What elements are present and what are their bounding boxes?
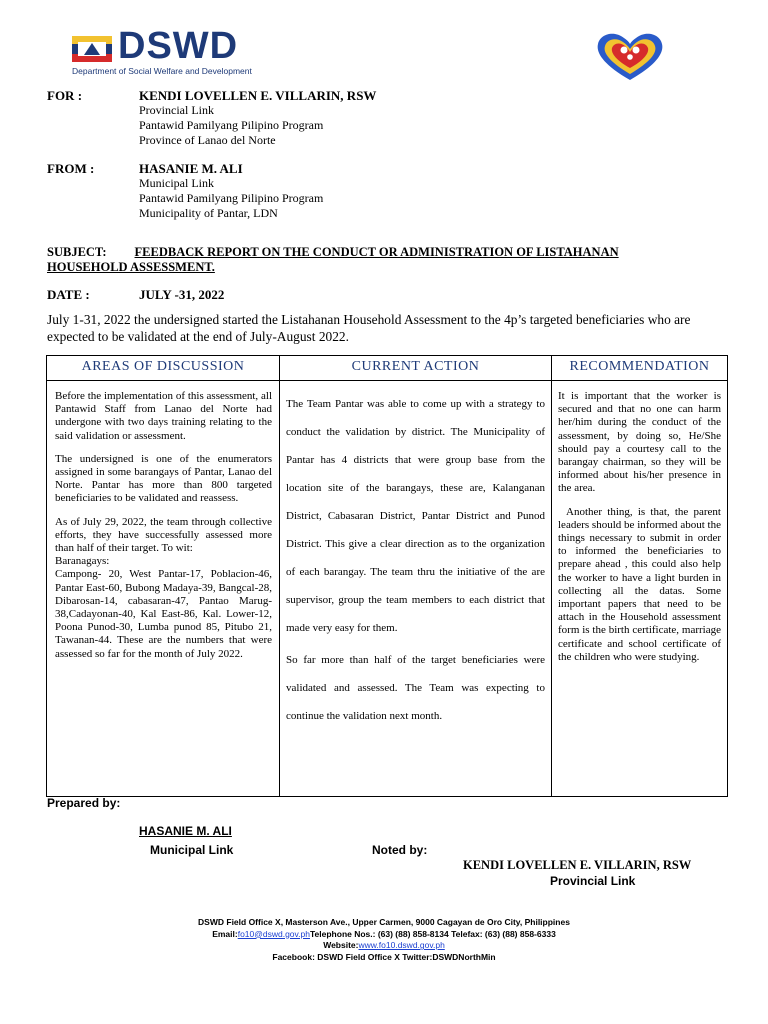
date-value: JULY -31, 2022 xyxy=(139,287,225,302)
subject xyxy=(47,245,687,275)
recommendation-paragraph: It is important that the worker is secured and that no one can harm her/him during the conduct of the assessment, by doing so, He/She should pay a courtesy call to the barangay chairman, so they will be informed about his/her presence in the area. xyxy=(558,390,721,495)
for-block xyxy=(139,88,376,148)
preparer-position: Municipal Link xyxy=(150,843,234,857)
subject-text: FEEDBACK REPORT ON THE CONDUCT OR ADMINISTRATION OF LISTAHANAN HOUSEHOLD ASSESSMENT. xyxy=(47,245,619,274)
intro-paragraph: July 1-31, 2022 the undersigned started the Listahanan Household Assessment to the 4p’s targeted beneficiaries who are expected to be validated at the end of July-August 2022. xyxy=(47,312,691,344)
noter-name: KENDI LOVELLEN E. VILLARIN, RSW xyxy=(463,858,692,872)
from-block xyxy=(139,161,323,221)
noter-position: Provincial Link xyxy=(550,874,636,888)
from-name: HASANIE M. ALI xyxy=(139,161,243,176)
preparer-name: HASANIE M. ALI xyxy=(139,824,232,838)
for-name: KENDI LOVELLEN E. VILLARIN, RSW xyxy=(139,88,377,103)
action-paragraph: The Team Pantar was able to come up with a strategy to conduct the validation by district. The Municipality of Pantar has 4 districts that were group base from the location site of the barangays, these are, Kalanganan District, Cabasaran District, Pantar District and Punod District. This give a clear direction as to the organization of each barangay. The team thru the initiative of the are supervisor, group the team members to each district that made very easy for them. xyxy=(286,398,545,634)
footer-address: DSWD Field Office X, Masterson Ave., Upper Carmen, 9000 Cagayan de Oro City, Philippines xyxy=(198,917,570,927)
action-column xyxy=(280,356,552,796)
family-heart-logo-icon xyxy=(594,30,666,82)
website-label: Website: xyxy=(323,940,359,951)
dswd-emblem-icon xyxy=(70,32,114,66)
recommendation-paragraph: Another thing, is that, the parent leaders should be informed about the things necessary to submit in order to informed the beneficiaries to prepare ahead , this could also help the worker to have a light burden in collecting all the datas. Some important papers that need to be attach in the Household assessment form is the birth certificate, marriage certificate and school certificate of the children who were studying. xyxy=(558,505,721,663)
from-line: Municipal Link xyxy=(139,176,214,190)
logo-text: DSWD xyxy=(118,25,239,67)
footer-social: Facebook: DSWD Field Office X Twitter:DSWDNorthMin xyxy=(272,951,496,962)
email-label: Email: xyxy=(212,928,238,939)
action-paragraph: So far more than half of the target beneficiaries were validated and assessed. The Team was expecting to continue the validation next month. xyxy=(286,654,545,722)
for-label: FOR : xyxy=(47,88,83,103)
footer xyxy=(0,917,768,963)
areas-paragraph: As of July 29, 2022, the team through collective efforts, they have successfully assessed more than half of their target. To wit: xyxy=(55,515,272,555)
noted-by-label: Noted by: xyxy=(372,843,428,857)
barangays-label: Baranagays: xyxy=(55,555,110,568)
prepared-by-label: Prepared by: xyxy=(47,796,121,810)
from-label: FROM : xyxy=(47,161,95,176)
for-line: Provincial Link xyxy=(139,103,214,117)
for-line: Province of Lanao del Norte xyxy=(139,133,276,147)
footer-phones: Telephone Nos.: (63) (88) 858-8134 Telefax: (63) (88) 858-6333 xyxy=(309,928,556,939)
table-header: AREAS OF DISCUSSION xyxy=(47,356,279,381)
discussion-table xyxy=(46,355,728,797)
subject-label: SUBJECT: xyxy=(47,245,107,259)
date-label: DATE : xyxy=(47,287,90,302)
from-line: Pantawid Pamilyang Pilipino Program xyxy=(139,191,324,205)
areas-paragraph: The undersigned is one of the enumerators assigned in some barangays of Pantar, Lanao del Norte. Pantar has more than 800 targeted beneficiaries to be validated and reassess. xyxy=(55,452,272,505)
for-line: Pantawid Pamilyang Pilipino Program xyxy=(139,118,324,132)
areas-column xyxy=(47,356,280,796)
from-line: Municipality of Pantar, LDN xyxy=(139,206,278,220)
logo-subtitle: Department of Social Welfare and Development xyxy=(72,66,252,76)
dswd-logo xyxy=(70,25,290,78)
website-link[interactable]: www.fo10.dswd.gov.ph xyxy=(358,940,445,951)
table-header: RECOMMENDATION xyxy=(552,356,727,381)
table-header: CURRENT ACTION xyxy=(280,356,551,381)
barangays-list: Campong- 20, West Pantar-17, Poblacion-46, Pantar East-60, Bubong Madaya-39, Bangcal-28, Dibarosan-14, cabasaran-47, Pantao Marug-38,Cadayonan-40, Kal East-86, Kal. Lower-12, Poona Punod-30, Lumba punod 85, Pitubo 21, Tawanan-44. These are the numbers that were assessed so far for the month of July 2022. xyxy=(55,568,272,660)
areas-paragraph: Before the implementation of this assessment, all Pantawid Staff from Lanao del Norte had undergone with two days training relating to the said validation or assessment. xyxy=(55,390,272,442)
email-link[interactable]: fo10@dswd.gov.ph xyxy=(237,928,310,939)
recommendation-column xyxy=(552,356,727,796)
